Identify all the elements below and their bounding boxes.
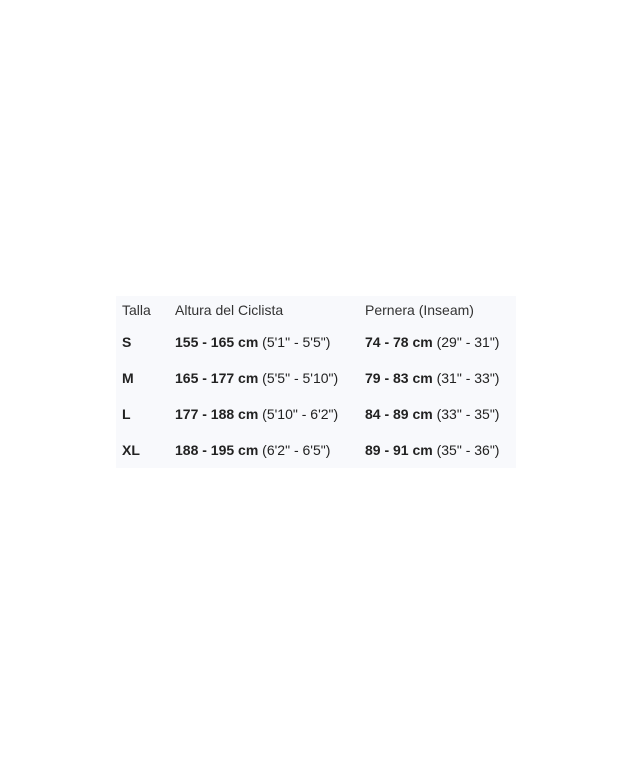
size-cell: M [122,370,134,386]
inseam-in: (33" - 35") [432,406,500,422]
size-chart-table [116,296,516,468]
height-in: (5'1" - 5'5") [258,334,331,350]
table-row [116,360,516,396]
inseam-cm: 74 - 78 cm [365,334,433,350]
height-in: (5'10" - 6'2") [258,406,339,422]
inseam-in: (31" - 33") [432,370,500,386]
inseam-in: (35" - 36") [432,442,500,458]
height-in: (6'2" - 6'5") [258,442,331,458]
table-row [116,396,516,432]
inseam-cell [365,334,516,350]
inseam-cell [365,442,516,458]
height-cell [175,442,365,458]
height-cm: 177 - 188 cm [175,406,259,422]
size-cell: S [122,334,132,350]
size-cell: XL [122,442,140,458]
header-inseam: Pernera (Inseam) [365,302,474,318]
size-cell: L [122,406,131,422]
inseam-cm: 84 - 89 cm [365,406,433,422]
table-row [116,324,516,360]
header-rider-height: Altura del Ciclista [175,302,284,318]
height-cm: 165 - 177 cm [175,370,259,386]
inseam-cm: 79 - 83 cm [365,370,433,386]
inseam-cell [365,370,516,386]
height-cell [175,370,365,386]
inseam-cm: 89 - 91 cm [365,442,433,458]
height-cell [175,334,365,350]
height-cell [175,406,365,422]
inseam-in: (29" - 31") [432,334,500,350]
height-cm: 188 - 195 cm [175,442,259,458]
height-cm: 155 - 165 cm [175,334,259,350]
table-row [116,432,516,468]
height-in: (5'5" - 5'10") [258,370,339,386]
header-size: Talla [122,302,151,318]
inseam-cell [365,406,516,422]
table-header-row [116,296,516,324]
